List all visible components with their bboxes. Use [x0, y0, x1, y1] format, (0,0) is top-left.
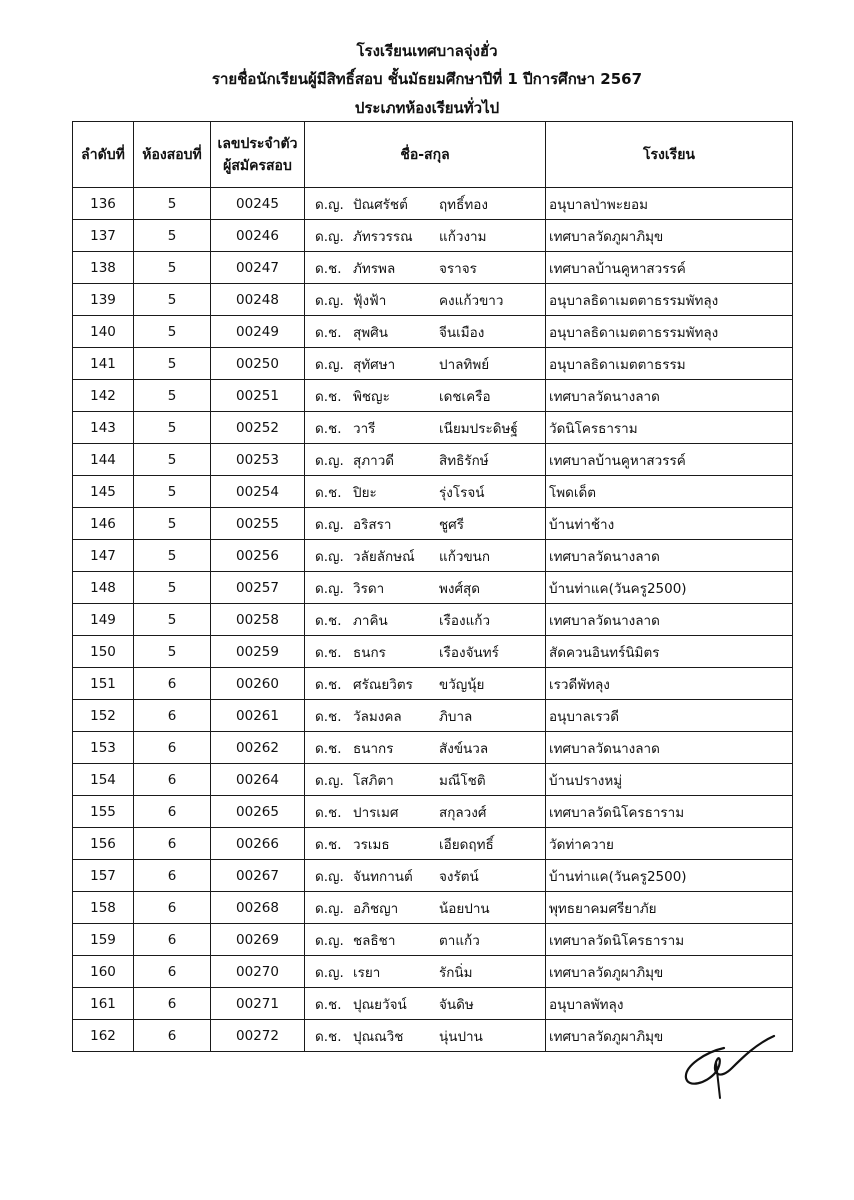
name-cell	[305, 732, 546, 764]
first-name: วลัยลักษณ์	[353, 548, 415, 565]
first-name: ภาคิน	[353, 612, 388, 629]
school-cell: เทศบาลวัดภูผาภิมุข	[546, 220, 793, 252]
name-cell	[305, 668, 546, 700]
room-cell: 5	[134, 412, 211, 444]
applicant-id-cell: 00256	[211, 540, 305, 572]
last-name: นุ่นปาน	[439, 1028, 483, 1045]
first-name: อริสรา	[353, 516, 392, 533]
first-name: ปุณยวัจน์	[353, 996, 407, 1013]
last-name: สิทธิรักษ์	[439, 452, 489, 469]
room-cell: 6	[134, 732, 211, 764]
table-row	[73, 892, 793, 924]
name-prefix: ด.ญ.	[315, 772, 344, 789]
last-name: แก้วขนก	[439, 548, 491, 565]
room-cell: 5	[134, 476, 211, 508]
room-cell: 6	[134, 892, 211, 924]
school-cell: อนุบาลธิดาเมตตาธรรม	[546, 348, 793, 380]
name-cell	[305, 828, 546, 860]
applicant-id-cell: 00247	[211, 252, 305, 284]
name-cell	[305, 252, 546, 284]
room-cell: 5	[134, 188, 211, 220]
first-name: ธนกร	[353, 644, 386, 661]
order-cell: 146	[73, 508, 134, 540]
order-cell: 160	[73, 956, 134, 988]
first-name: ปารเมศ	[353, 804, 399, 821]
school-cell: เทศบาลวัดนางลาด	[546, 732, 793, 764]
order-cell: 161	[73, 988, 134, 1020]
applicant-id-cell: 00267	[211, 860, 305, 892]
applicant-id-cell: 00262	[211, 732, 305, 764]
table-row	[73, 380, 793, 412]
order-cell: 147	[73, 540, 134, 572]
name-cell	[305, 348, 546, 380]
room-cell: 6	[134, 668, 211, 700]
order-cell: 153	[73, 732, 134, 764]
applicant-id-cell: 00251	[211, 380, 305, 412]
order-cell: 142	[73, 380, 134, 412]
name-cell	[305, 1020, 546, 1052]
student-list-table	[72, 121, 793, 1052]
applicant-id-cell: 00248	[211, 284, 305, 316]
school-cell: เรวดีพัทลุง	[546, 668, 793, 700]
table-row	[73, 732, 793, 764]
applicant-id-cell: 00270	[211, 956, 305, 988]
room-cell: 5	[134, 316, 211, 348]
room-cell: 5	[134, 252, 211, 284]
name-prefix: ด.ช.	[315, 804, 342, 821]
name-cell	[305, 956, 546, 988]
document-title: รายชื่อนักเรียนผู้มีสิทธิ์สอบ ชั้นมัธยมศึกษาปีที่ 1 ปีการศึกษา 2567	[211, 70, 643, 88]
applicant-id-cell: 00258	[211, 604, 305, 636]
last-name: สกุลวงศ์	[439, 804, 487, 821]
first-name: วรเมธ	[353, 836, 390, 853]
school-cell: โพดเด็ต	[546, 476, 793, 508]
name-prefix: ด.ช.	[315, 676, 342, 693]
name-cell	[305, 796, 546, 828]
school-cell: อนุบาลธิดาเมตตาธรรมพัทลุง	[546, 284, 793, 316]
applicant-id-cell: 00246	[211, 220, 305, 252]
school-cell: บ้านท่าช้าง	[546, 508, 793, 540]
school-cell: อนุบาลป่าพะยอม	[546, 188, 793, 220]
applicant-id-cell: 00253	[211, 444, 305, 476]
name-prefix: ด.ญ.	[315, 228, 344, 245]
room-cell: 5	[134, 540, 211, 572]
order-cell: 157	[73, 860, 134, 892]
applicant-id-cell: 00266	[211, 828, 305, 860]
order-cell: 141	[73, 348, 134, 380]
first-name: ฟุ้งฟ้า	[353, 292, 387, 309]
table-row	[73, 988, 793, 1020]
name-prefix: ด.ญ.	[315, 868, 344, 885]
table-row	[73, 348, 793, 380]
last-name: เรืองจันทร์	[439, 644, 499, 661]
name-prefix: ด.ช.	[315, 260, 342, 277]
last-name: เนียมประดิษฐ์	[439, 420, 518, 437]
table-row	[73, 828, 793, 860]
room-cell: 6	[134, 988, 211, 1020]
name-prefix: ด.ญ.	[315, 964, 344, 981]
applicant-id-cell: 00264	[211, 764, 305, 796]
table-row	[73, 444, 793, 476]
table-row	[73, 316, 793, 348]
name-cell	[305, 700, 546, 732]
name-prefix: ด.ช.	[315, 740, 342, 757]
last-name: จันดิษ	[439, 996, 474, 1013]
applicant-id-cell: 00271	[211, 988, 305, 1020]
name-cell	[305, 316, 546, 348]
name-cell	[305, 764, 546, 796]
first-name: เรยา	[353, 964, 381, 981]
name-cell	[305, 604, 546, 636]
school-cell: อนุบาลเรวดี	[546, 700, 793, 732]
school-cell: อนุบาลพัทลุง	[546, 988, 793, 1020]
name-prefix: ด.ญ.	[315, 452, 344, 469]
applicant-id-cell: 00257	[211, 572, 305, 604]
table-row	[73, 508, 793, 540]
first-name: พิชญะ	[353, 388, 390, 405]
room-cell: 6	[134, 828, 211, 860]
school-cell: วัดท่าควาย	[546, 828, 793, 860]
room-cell: 5	[134, 636, 211, 668]
order-cell: 159	[73, 924, 134, 956]
name-prefix: ด.ญ.	[315, 580, 344, 597]
room-cell: 6	[134, 764, 211, 796]
room-cell: 5	[134, 572, 211, 604]
name-cell	[305, 860, 546, 892]
applicant-id-cell: 00255	[211, 508, 305, 540]
first-name: ปิยะ	[353, 484, 377, 501]
school-cell: เทศบาลวัดภูผาภิมุข	[546, 1020, 793, 1052]
signature-icon	[676, 1022, 776, 1102]
order-cell: 150	[73, 636, 134, 668]
applicant-id-cell: 00261	[211, 700, 305, 732]
applicant-id-cell: 00250	[211, 348, 305, 380]
last-name: ขวัญนุ้ย	[439, 676, 485, 693]
school-cell: เทศบาลวัดนางลาด	[546, 604, 793, 636]
room-cell: 6	[134, 956, 211, 988]
name-prefix: ด.ญ.	[315, 292, 344, 309]
last-name: น้อยปาน	[439, 900, 490, 917]
first-name: วารี	[353, 420, 376, 437]
room-cell: 5	[134, 348, 211, 380]
first-name: ภัทรพล	[353, 260, 396, 277]
category-title: ประเภทห้องเรียนทั่วไป	[354, 99, 500, 117]
table-row	[73, 540, 793, 572]
first-name: ธนากร	[353, 740, 394, 757]
first-name: ปุณณวิช	[353, 1028, 404, 1045]
order-cell: 140	[73, 316, 134, 348]
school-name: โรงเรียนเทศบาลจุ่งฮั่ว	[356, 42, 498, 60]
applicant-id-cell: 00272	[211, 1020, 305, 1052]
name-prefix: ด.ญ.	[315, 932, 344, 949]
order-cell: 143	[73, 412, 134, 444]
col-applicant-id	[211, 122, 305, 188]
name-cell	[305, 924, 546, 956]
order-cell: 162	[73, 1020, 134, 1052]
first-name: ภัทรวรรณ	[353, 228, 413, 245]
last-name: ตาแก้ว	[439, 932, 480, 949]
first-name: วัลมงคล	[353, 708, 402, 725]
room-cell: 5	[134, 220, 211, 252]
first-name: โสภิตา	[353, 772, 394, 789]
name-prefix: ด.ช.	[315, 996, 342, 1013]
table-row	[73, 764, 793, 796]
name-cell	[305, 892, 546, 924]
school-cell: เทศบาลวัดนางลาด	[546, 380, 793, 412]
table-header-row	[73, 122, 793, 188]
last-name: พงศ์สุด	[439, 580, 481, 597]
first-name: สุภาวดี	[353, 452, 395, 469]
applicant-id-cell: 00259	[211, 636, 305, 668]
applicant-id-cell: 00252	[211, 412, 305, 444]
school-cell: เทศบาลวัดภูผาภิมุข	[546, 956, 793, 988]
first-name: สุทัศษา	[353, 356, 396, 373]
last-name: จราจร	[439, 260, 477, 277]
order-cell: 155	[73, 796, 134, 828]
first-name: สุพศิน	[353, 324, 388, 341]
name-prefix: ด.ช.	[315, 388, 342, 405]
name-cell	[305, 988, 546, 1020]
last-name: มณีโชติ	[439, 772, 486, 789]
school-cell: บ้านท่าแค(วันครู2500)	[546, 572, 793, 604]
applicant-id-cell: 00268	[211, 892, 305, 924]
last-name: ชูศรี	[439, 516, 464, 533]
name-cell	[305, 572, 546, 604]
table-row	[73, 252, 793, 284]
applicant-id-cell: 00245	[211, 188, 305, 220]
table-row	[73, 604, 793, 636]
order-cell: 145	[73, 476, 134, 508]
col-applicant-id-line1: เลขประจำตัว	[217, 135, 298, 152]
name-prefix: ด.ช.	[315, 420, 342, 437]
first-name: วิรดา	[353, 580, 385, 597]
table-row	[73, 572, 793, 604]
school-cell: เทศบาลวัดนางลาด	[546, 540, 793, 572]
room-cell: 6	[134, 700, 211, 732]
order-cell: 154	[73, 764, 134, 796]
order-cell: 138	[73, 252, 134, 284]
col-name: ชื่อ-สกุล	[305, 122, 546, 188]
table-row	[73, 700, 793, 732]
table-row	[73, 476, 793, 508]
school-cell: เทศบาลวัดนิโครธาราม	[546, 924, 793, 956]
school-cell: สัดควนอินทร์นิมิตร	[546, 636, 793, 668]
school-cell: วัดนิโครธาราม	[546, 412, 793, 444]
room-cell: 5	[134, 604, 211, 636]
table-row	[73, 860, 793, 892]
school-cell: อนุบาลธิดาเมตตาธรรมพัทลุง	[546, 316, 793, 348]
last-name: คงแก้วขาว	[439, 292, 504, 309]
last-name: เอียดฤทธิ์	[439, 836, 494, 853]
name-cell	[305, 636, 546, 668]
name-prefix: ด.ช.	[315, 836, 342, 853]
first-name: ชลธิชา	[353, 932, 396, 949]
order-cell: 137	[73, 220, 134, 252]
room-cell: 5	[134, 380, 211, 412]
last-name: เดชเครือ	[439, 388, 491, 405]
last-name: ฤทธิ์ทอง	[439, 196, 488, 213]
table-row	[73, 924, 793, 956]
room-cell: 6	[134, 860, 211, 892]
order-cell: 144	[73, 444, 134, 476]
last-name: ภิบาล	[439, 708, 473, 725]
school-cell: เทศบาลบ้านคูหาสวรรค์	[546, 444, 793, 476]
name-cell	[305, 380, 546, 412]
name-prefix: ด.ญ.	[315, 516, 344, 533]
name-prefix: ด.ช.	[315, 708, 342, 725]
applicant-id-cell: 00254	[211, 476, 305, 508]
school-cell: เทศบาลวัดนิโครธาราม	[546, 796, 793, 828]
last-name: รักนิ่ม	[439, 964, 473, 981]
name-prefix: ด.ช.	[315, 484, 342, 501]
name-cell	[305, 508, 546, 540]
last-name: สังข์นวล	[439, 740, 489, 757]
name-cell	[305, 188, 546, 220]
order-cell: 148	[73, 572, 134, 604]
name-prefix: ด.ช.	[315, 1028, 342, 1045]
name-prefix: ด.ช.	[315, 612, 342, 629]
last-name: ปาลทิพย์	[439, 356, 490, 373]
last-name: แก้วงาม	[439, 228, 487, 245]
order-cell: 136	[73, 188, 134, 220]
last-name: จงรัตน์	[439, 868, 479, 885]
table-row	[73, 668, 793, 700]
table-row	[73, 284, 793, 316]
applicant-id-cell: 00265	[211, 796, 305, 828]
col-room: ห้องสอบที่	[134, 122, 211, 188]
last-name: เรืองแก้ว	[439, 612, 491, 629]
name-prefix: ด.ญ.	[315, 356, 344, 373]
name-cell	[305, 540, 546, 572]
table-row	[73, 412, 793, 444]
name-cell	[305, 220, 546, 252]
room-cell: 5	[134, 444, 211, 476]
table-row	[73, 220, 793, 252]
order-cell: 139	[73, 284, 134, 316]
col-order: ลำดับที่	[73, 122, 134, 188]
order-cell: 158	[73, 892, 134, 924]
table-row	[73, 956, 793, 988]
school-cell: บ้านปรางหมู่	[546, 764, 793, 796]
room-cell: 5	[134, 508, 211, 540]
applicant-id-cell: 00249	[211, 316, 305, 348]
school-cell: เทศบาลบ้านคูหาสวรรค์	[546, 252, 793, 284]
applicant-id-cell: 00269	[211, 924, 305, 956]
name-prefix: ด.ญ.	[315, 196, 344, 213]
table-row	[73, 188, 793, 220]
order-cell: 152	[73, 700, 134, 732]
first-name: จันทกานต์	[353, 868, 413, 885]
name-prefix: ด.ช.	[315, 644, 342, 661]
school-cell: พุทธยาคมศรียาภัย	[546, 892, 793, 924]
first-name: ปัณศรัชต์	[353, 196, 408, 213]
table-row	[73, 636, 793, 668]
name-cell	[305, 444, 546, 476]
name-cell	[305, 284, 546, 316]
room-cell: 5	[134, 284, 211, 316]
last-name: รุ่งโรจน์	[439, 484, 485, 501]
first-name: อภิชญา	[353, 900, 399, 917]
col-school: โรงเรียน	[546, 122, 793, 188]
order-cell: 149	[73, 604, 134, 636]
order-cell: 156	[73, 828, 134, 860]
table-row	[73, 796, 793, 828]
room-cell: 6	[134, 1020, 211, 1052]
first-name: ศรัณยวิตร	[353, 676, 413, 693]
name-prefix: ด.ญ.	[315, 548, 344, 565]
room-cell: 6	[134, 796, 211, 828]
name-cell	[305, 476, 546, 508]
last-name: จีนเมือง	[439, 324, 485, 341]
school-cell: บ้านท่าแค(วันครู2500)	[546, 860, 793, 892]
col-applicant-id-line2: ผู้สมัครสอบ	[223, 157, 292, 174]
name-prefix: ด.ช.	[315, 324, 342, 341]
applicant-id-cell: 00260	[211, 668, 305, 700]
order-cell: 151	[73, 668, 134, 700]
name-prefix: ด.ญ.	[315, 900, 344, 917]
room-cell: 6	[134, 924, 211, 956]
name-cell	[305, 412, 546, 444]
